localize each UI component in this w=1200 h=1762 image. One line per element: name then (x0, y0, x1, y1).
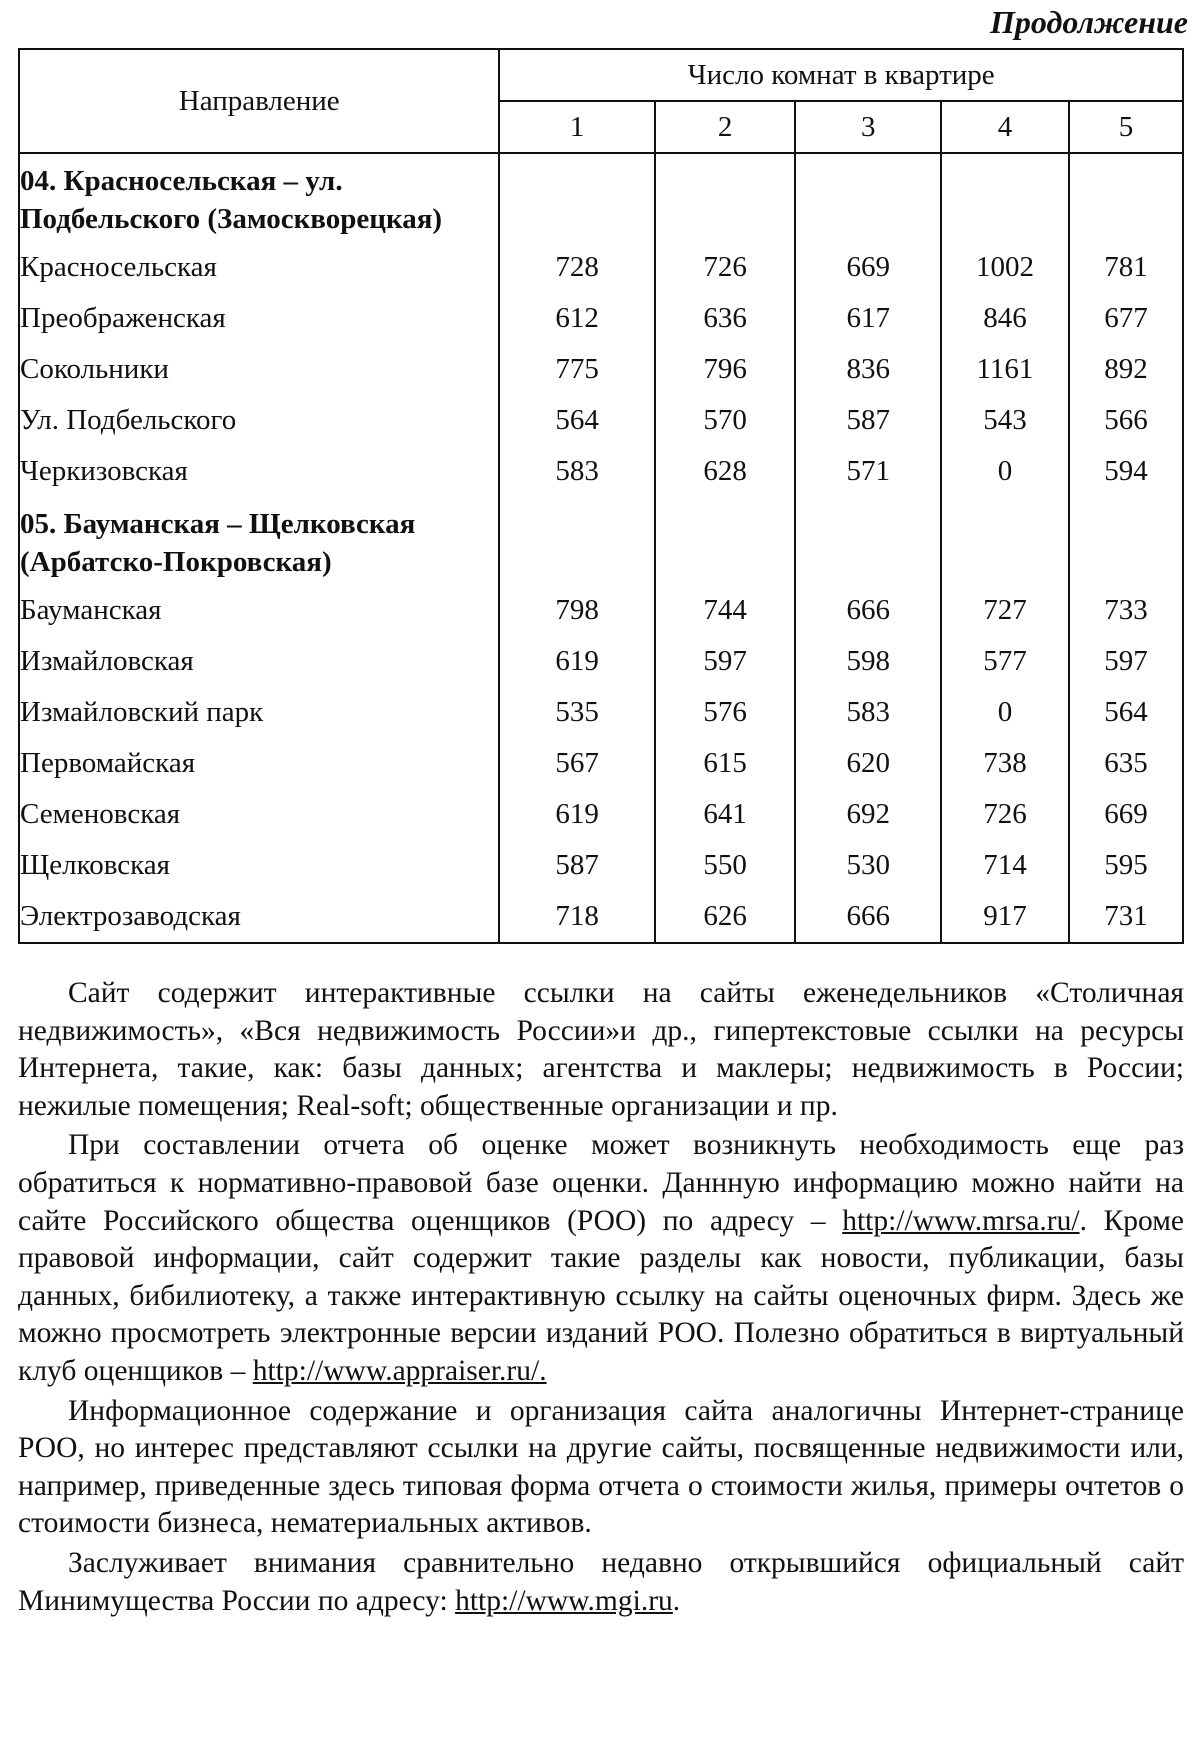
price-cell: 641 (655, 789, 796, 840)
url-link[interactable]: http://www.appraiser.ru/. (252, 1354, 547, 1387)
paragraph (18, 1127, 1184, 1390)
room-count-header: 3 (795, 101, 941, 153)
price-cell: 595 (1069, 840, 1183, 891)
station-name: Преображенская (19, 293, 499, 344)
url-link[interactable]: http://www.mgi.ru (455, 1584, 673, 1617)
price-cell: 677 (1069, 293, 1183, 344)
table-row (19, 636, 1183, 687)
price-cell: 775 (499, 344, 654, 395)
group-row (19, 497, 1183, 585)
empty-cell (795, 497, 941, 585)
table-row (19, 395, 1183, 446)
empty-cell (795, 153, 941, 242)
table-row (19, 789, 1183, 840)
price-cell: 567 (499, 738, 654, 789)
price-cell: 564 (1069, 687, 1183, 738)
station-name: Измайловский парк (19, 687, 499, 738)
price-cell: 666 (795, 585, 941, 636)
price-cell: 612 (499, 293, 654, 344)
price-cell: 594 (1069, 446, 1183, 497)
empty-cell (655, 497, 796, 585)
room-count-header: 4 (941, 101, 1069, 153)
table-row (19, 446, 1183, 497)
price-cell: 577 (941, 636, 1069, 687)
price-cell: 543 (941, 395, 1069, 446)
empty-cell (941, 153, 1069, 242)
price-cell: 0 (941, 687, 1069, 738)
price-cell: 836 (795, 344, 941, 395)
room-count-header: 1 (499, 101, 654, 153)
price-cell: 636 (655, 293, 796, 344)
price-cell: 566 (1069, 395, 1183, 446)
paragraph (18, 1393, 1184, 1543)
price-cell: 727 (941, 585, 1069, 636)
price-cell: 846 (941, 293, 1069, 344)
price-cell: 617 (795, 293, 941, 344)
table-row (19, 585, 1183, 636)
empty-cell (499, 497, 654, 585)
price-cell: 917 (941, 891, 1069, 943)
price-cell: 692 (795, 789, 941, 840)
price-cell: 619 (499, 789, 654, 840)
price-cell: 530 (795, 840, 941, 891)
price-cell: 628 (655, 446, 796, 497)
empty-cell (941, 497, 1069, 585)
paragraph-text: . (672, 1584, 681, 1617)
price-cell: 564 (499, 395, 654, 446)
price-cell: 571 (795, 446, 941, 497)
price-cell: 587 (795, 395, 941, 446)
table-row (19, 891, 1183, 943)
paragraph-text: Информационное содержание и организация сайта аналогичны Интернет-странице РОО, но интерес представляют ссылки на другие сайты, посвященные недвижимости или, например, приведенные здесь типовая форма отчета о стоимости жилья, примеры очтетов о стоимости бизнеса, нематериальных активов. (18, 1394, 1184, 1540)
station-name: Ул. Подбельского (19, 395, 499, 446)
table-row (19, 242, 1183, 293)
station-name: Щелковская (19, 840, 499, 891)
direction-header: Направление (19, 49, 499, 153)
price-cell: 535 (499, 687, 654, 738)
table-row (19, 344, 1183, 395)
station-name: Черкизовская (19, 446, 499, 497)
paragraph (18, 1545, 1184, 1620)
paragraph (18, 975, 1184, 1125)
price-cell: 615 (655, 738, 796, 789)
price-cell: 892 (1069, 344, 1183, 395)
station-name: Сокольники (19, 344, 499, 395)
room-count-header: 2 (655, 101, 796, 153)
price-cell: 0 (941, 446, 1069, 497)
price-cell: 620 (795, 738, 941, 789)
price-cell: 598 (795, 636, 941, 687)
table-row (19, 840, 1183, 891)
price-cell: 576 (655, 687, 796, 738)
price-cell: 619 (499, 636, 654, 687)
price-cell: 714 (941, 840, 1069, 891)
price-cell: 635 (1069, 738, 1183, 789)
paragraph-text: При составлении отчета об оценке может возникнуть необходимость еще раз обратиться к нормативно-правовой базе оценки. Даннную информацию можно найти на сайте Российского общества оценщиков (РОО) по адресу – (18, 1129, 1184, 1237)
price-cell: 744 (655, 585, 796, 636)
station-name: Бауманская (19, 585, 499, 636)
price-cell: 798 (499, 585, 654, 636)
station-name: Электрозаводская (19, 891, 499, 943)
group-row (19, 153, 1183, 242)
price-cell: 781 (1069, 242, 1183, 293)
price-cell: 726 (655, 242, 796, 293)
price-cell: 731 (1069, 891, 1183, 943)
empty-cell (499, 153, 654, 242)
price-cell: 718 (499, 891, 654, 943)
prices-table (18, 48, 1184, 944)
empty-cell (1069, 497, 1183, 585)
table-row (19, 293, 1183, 344)
price-cell: 626 (655, 891, 796, 943)
rooms-header: Число комнат в квартире (499, 49, 1183, 101)
price-cell: 587 (499, 840, 654, 891)
group-title: 05. Бауманская – Щелковская (Арбатско-Покровская) (19, 497, 499, 585)
paragraph-text: Заслуживает внимания сравнительно недавно открывшийся официальный сайт Минимущества России по адресу: (18, 1546, 1184, 1617)
url-link[interactable]: http://www.mrsa.ru/ (842, 1204, 1080, 1237)
price-cell: 570 (655, 395, 796, 446)
price-cell: 796 (655, 344, 796, 395)
continuation-label: Продолжение (990, 4, 1188, 40)
price-cell: 733 (1069, 585, 1183, 636)
price-cell: 583 (795, 687, 941, 738)
price-cell: 738 (941, 738, 1069, 789)
price-cell: 550 (655, 840, 796, 891)
price-cell: 726 (941, 789, 1069, 840)
station-name: Первомайская (19, 738, 499, 789)
price-cell: 583 (499, 446, 654, 497)
empty-cell (655, 153, 796, 242)
price-cell: 666 (795, 891, 941, 943)
table-row (19, 687, 1183, 738)
station-name: Измайловская (19, 636, 499, 687)
price-cell: 669 (795, 242, 941, 293)
price-cell: 728 (499, 242, 654, 293)
price-cell: 1002 (941, 242, 1069, 293)
station-name: Семеновская (19, 789, 499, 840)
empty-cell (1069, 153, 1183, 242)
price-cell: 597 (655, 636, 796, 687)
table-row (19, 738, 1183, 789)
group-title: 04. Красносельская – ул. Подбельского (Замоскворецкая) (19, 153, 499, 242)
price-cell: 669 (1069, 789, 1183, 840)
body-text (18, 975, 1184, 1620)
paragraph-text: Сайт содержит интерактивные ссылки на сайты еженедельников «Столичная недвижимость», «Вся недвижимость России»и др., гипертекстовые ссылки на ресурсы Интернета, такие, как: базы данных; агентства и маклеры; недвижимость в России; нежилые помещения; Real-soft; общественные организации и пр. (18, 977, 1184, 1122)
room-count-header: 5 (1069, 101, 1183, 153)
paragraph-text: . Кроме правовой информации, сайт содержит такие разделы как новости, публикации, базы данных, бибилиотеку, а также интерактивную ссылку на сайты оценочных фирм. Здесь же можно просмотреть электронные версии изданий РОО. Полезно обратиться в виртуальный клуб оценщиков – (18, 1204, 1184, 1387)
price-cell: 1161 (941, 344, 1069, 395)
station-name: Красносельская (19, 242, 499, 293)
price-cell: 597 (1069, 636, 1183, 687)
